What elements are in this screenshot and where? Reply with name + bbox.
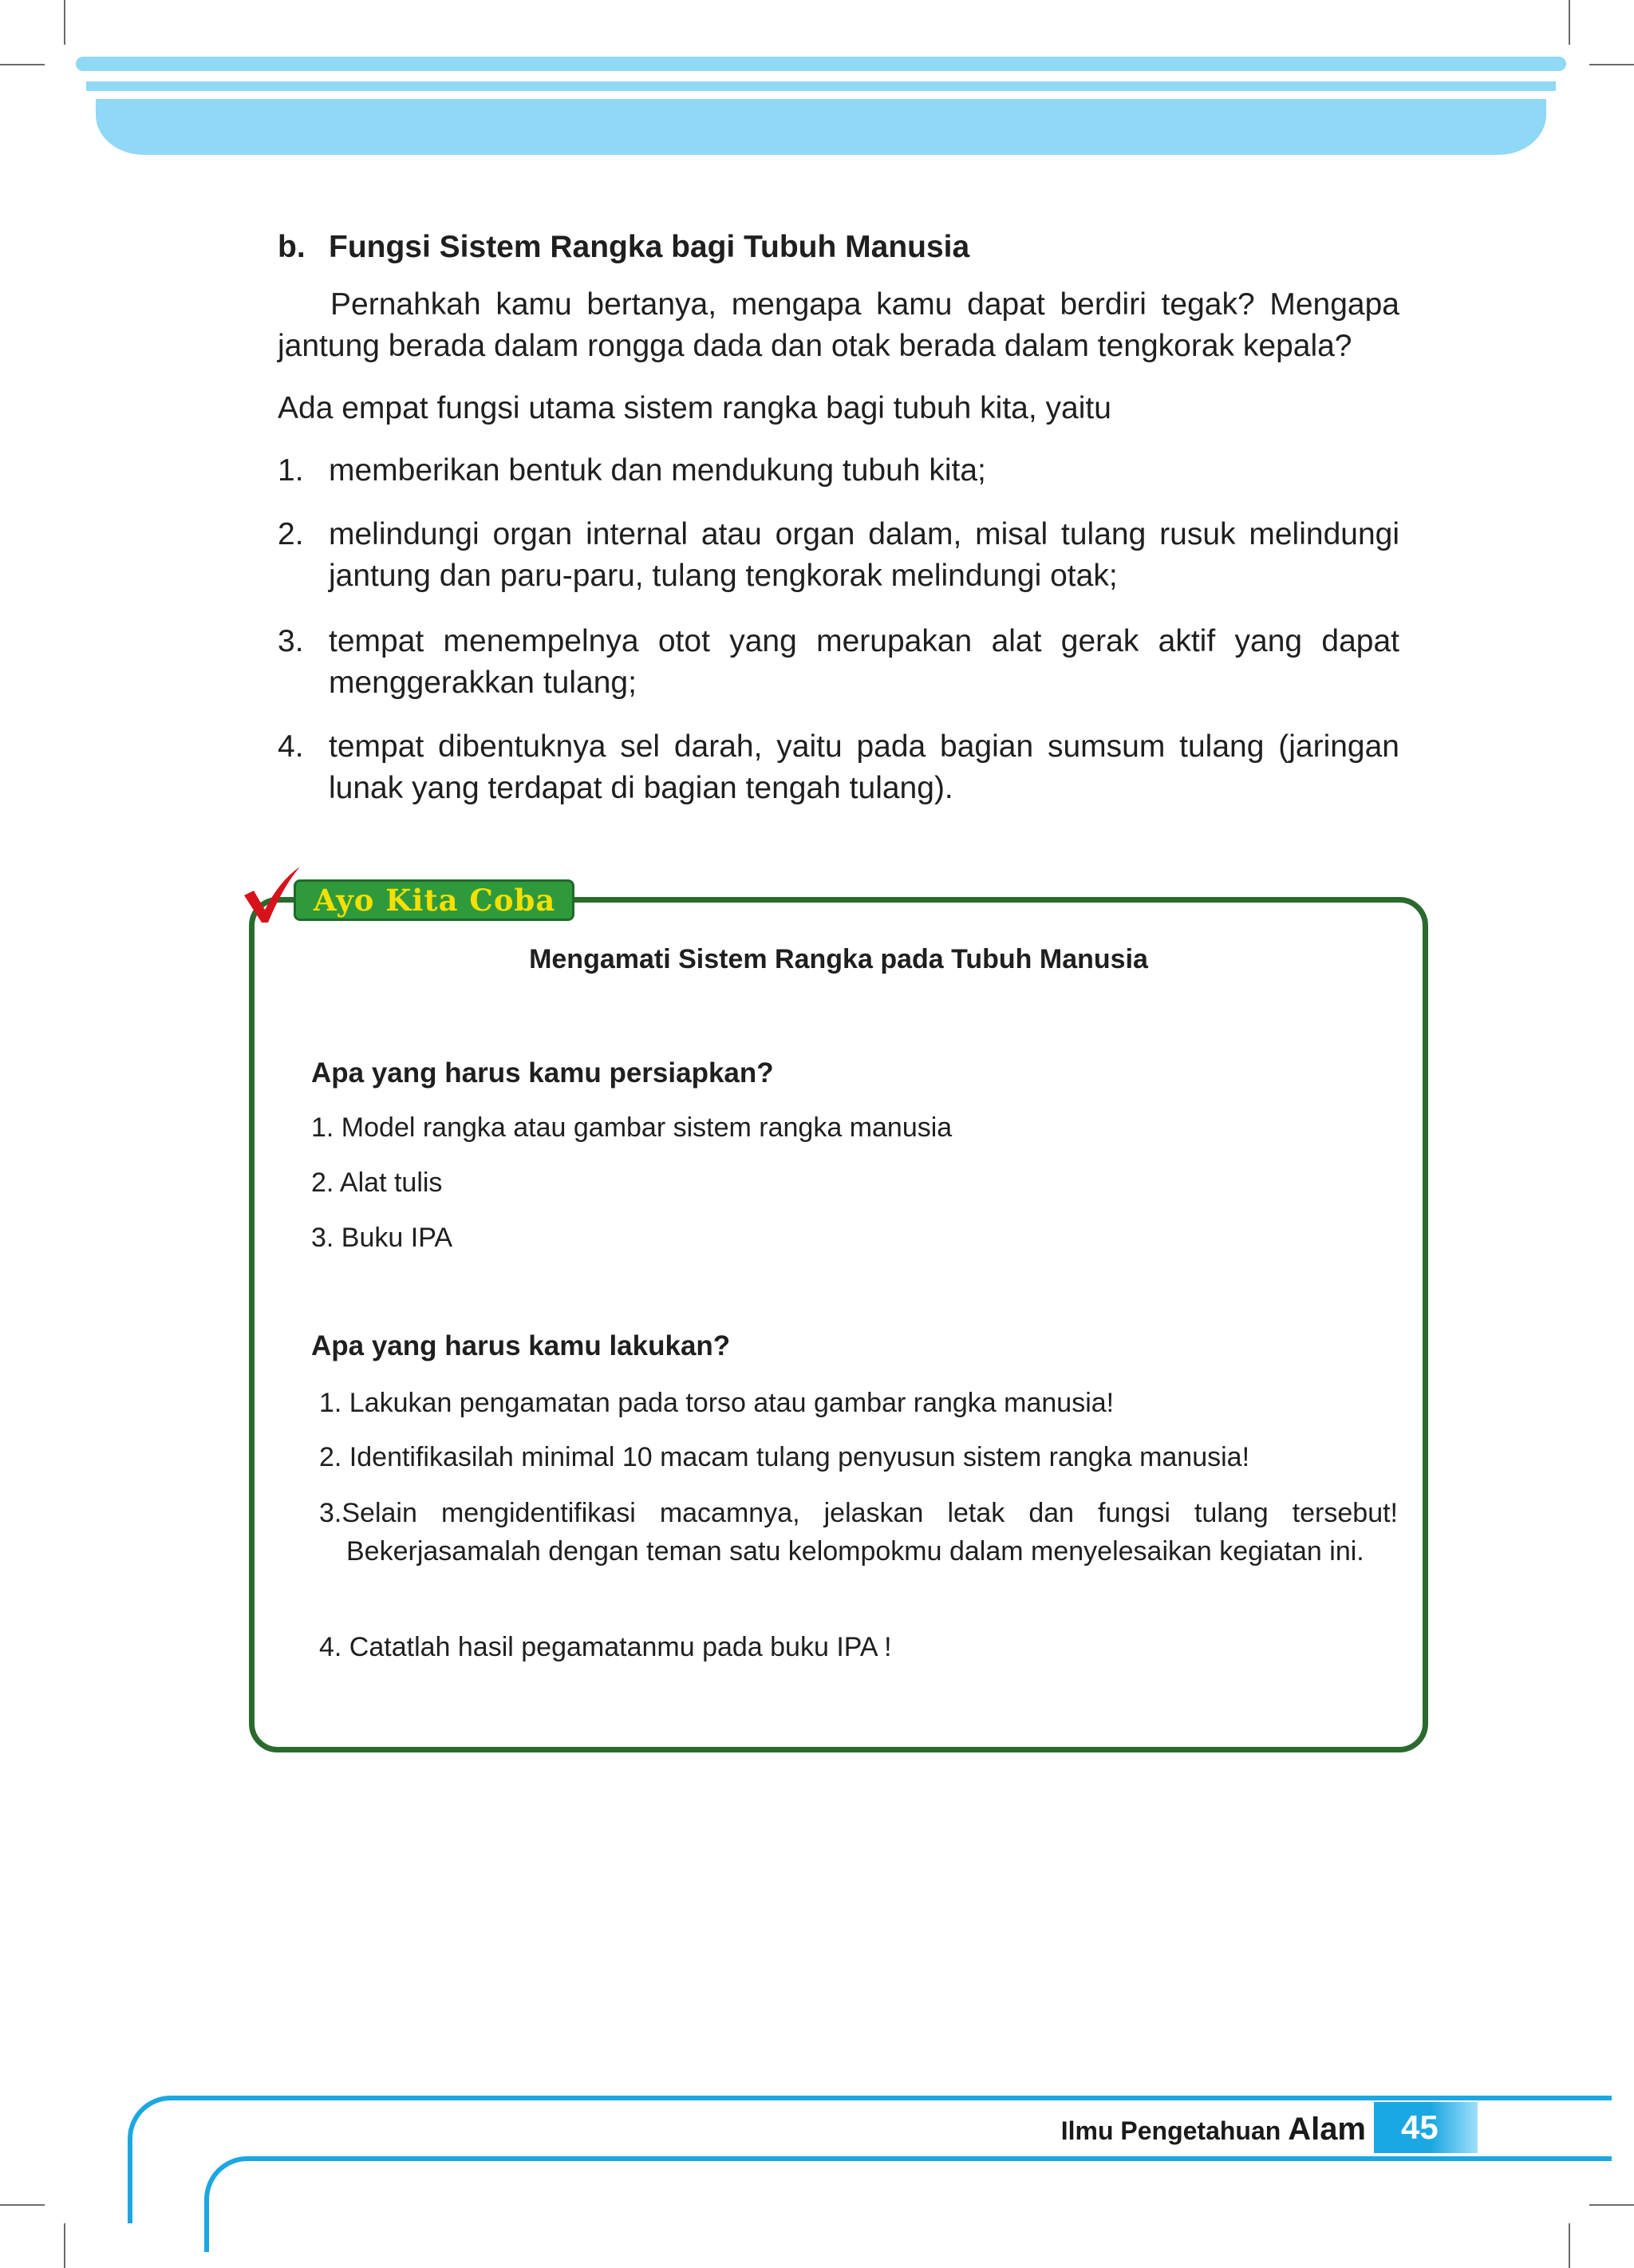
footer-subject <box>1061 2110 1366 2150</box>
prep-item: 3. Buku IPA <box>311 1223 453 1253</box>
list-number: 3. <box>278 624 304 658</box>
do-item: 4. Catatlah hasil pegamatanmu pada buku IPA ! <box>319 1632 892 1662</box>
lead-paragraph: Ada empat fungsi utama sistem rangka bagi tubuh kita, yaitu <box>278 391 1111 425</box>
do-heading: Apa yang harus kamu lakukan? <box>311 1330 731 1361</box>
page-number: 45 <box>1374 2102 1478 2153</box>
prep-item: 1. Model rangka atau gambar sistem rangka manusia <box>311 1112 953 1143</box>
list-item <box>278 621 1399 704</box>
prep-item: 2. Alat tulis <box>311 1168 443 1198</box>
list-item <box>278 450 1399 492</box>
list-number: 1. <box>278 453 304 488</box>
list-item <box>278 726 1399 809</box>
header-stripe <box>76 57 1566 71</box>
list-text: tempat menempelnya otot yang merupakan alat gerak aktif yang dapat menggerakkan tulang; <box>329 624 1399 700</box>
crop-mark <box>0 2204 45 2206</box>
list-number: 4. <box>278 729 304 764</box>
section-label: b. <box>278 230 306 264</box>
footer-subject-prefix: Ilmu Pengetahuan <box>1060 2116 1289 2145</box>
footer-arc <box>204 2156 1612 2252</box>
crop-mark <box>0 64 45 65</box>
do-item: 2. Identifikasilah minimal 10 macam tulang penyusun sistem rangka manusia! <box>319 1442 1250 1472</box>
list-item <box>278 514 1399 597</box>
do-item: 3.Selain mengidentifikasi macamnya, jelaskan letak dan fungsi tulang tersebut! Bekerjasamalah dengan teman satu kelompokmu dalam menyelesaikan kegiatan ini. <box>319 1498 1398 1567</box>
section-heading <box>278 227 969 268</box>
activity-title: Mengamati Sistem Rangka pada Tubuh Manusia <box>529 944 1148 974</box>
prep-heading: Apa yang harus kamu persiapkan? <box>311 1057 774 1089</box>
crop-mark <box>1589 64 1634 65</box>
crop-mark <box>64 2223 65 2268</box>
crop-mark <box>1569 0 1570 45</box>
list-text: tempat dibentuknya sel darah, yaitu pada bagian sumsum tulang (jaringan lunak yang terdapat di bagian tengah tulang). <box>329 729 1399 805</box>
do-item: 1. Lakukan pengamatan pada torso atau gambar rangka manusia! <box>319 1388 1115 1418</box>
activity-box <box>249 897 1428 1752</box>
header-stripe <box>86 81 1556 91</box>
activity-tag: Ayo Kita Coba <box>294 879 574 921</box>
crop-mark <box>64 0 65 45</box>
list-text: melindungi organ internal atau organ dalam, misal tulang rusuk melindungi jantung dan paru-paru, tulang tengkorak melindungi otak; <box>329 517 1399 593</box>
list-number: 2. <box>278 517 304 551</box>
intro-paragraph: Pernahkah kamu bertanya, mengapa kamu dapat berdiri tegak? Mengapa jantung berada dalam rongga dada dan otak berada dalam tengkorak kepala? <box>278 287 1399 363</box>
footer-subject-suffix: Alam <box>1288 2112 1366 2147</box>
list-text: memberikan bentuk dan mendukung tubuh kita; <box>329 453 986 488</box>
section-title: Fungsi Sistem Rangka bagi Tubuh Manusia <box>329 230 970 264</box>
header-band <box>96 99 1546 155</box>
